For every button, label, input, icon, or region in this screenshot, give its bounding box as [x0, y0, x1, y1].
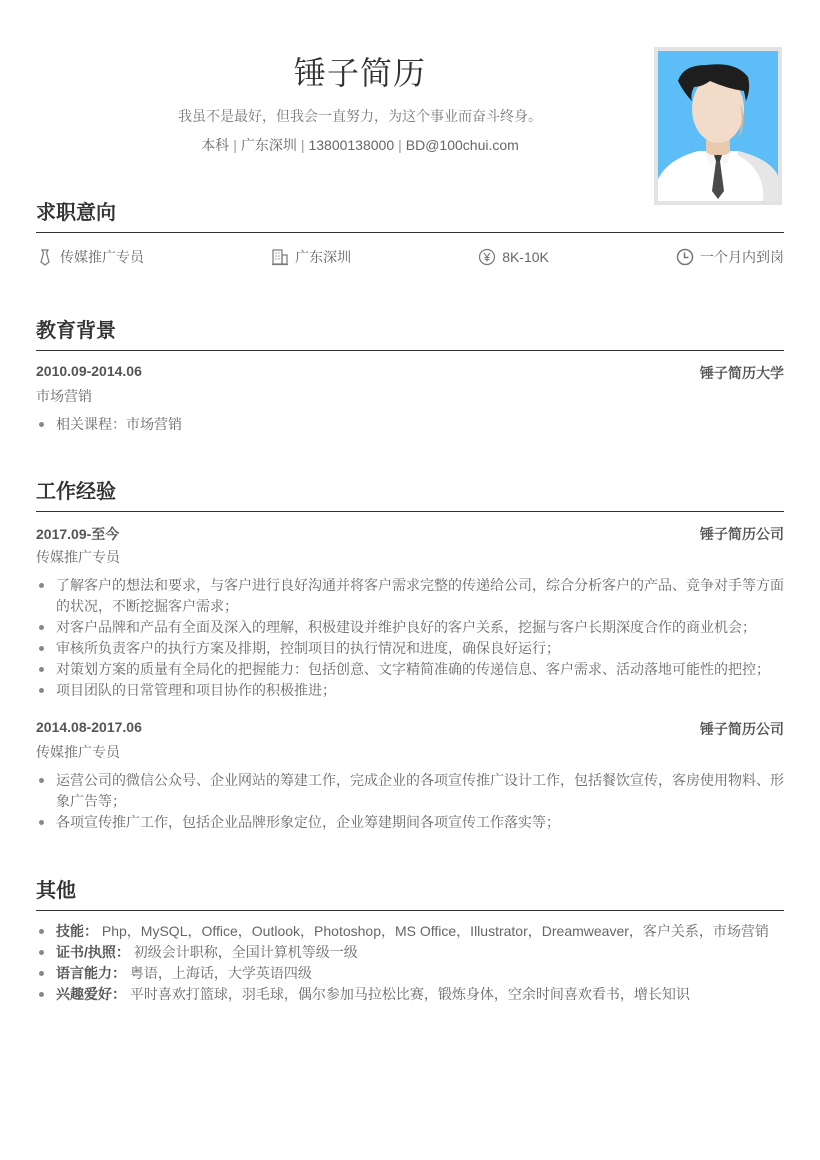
- list-item: [36, 921, 784, 942]
- list-item: 相关课程：市场营销: [36, 414, 784, 435]
- separator: |: [398, 137, 402, 153]
- intent-availability: [676, 247, 784, 267]
- intent-label: 8K-10K: [502, 249, 549, 265]
- intent-label: 一个月内到岗: [699, 249, 784, 265]
- section-job-intent: [36, 196, 784, 267]
- list-item: 审核所负责客户的执行方案及排期，控制项目的执行情况和进度，确保良好运行；: [36, 638, 784, 659]
- bullet-list: [36, 770, 784, 833]
- entry-header: [36, 363, 784, 383]
- education-level: 本科: [201, 137, 230, 153]
- section-work: [36, 475, 784, 833]
- separator: |: [300, 137, 305, 153]
- list-item: [36, 942, 784, 963]
- entry-header: [36, 524, 784, 544]
- item-label: 技能：: [56, 923, 98, 939]
- item-value: 粤语，上海话，大学英语四级: [126, 965, 312, 981]
- list-item: 各项宣传推广工作，包括企业品牌形象定位，企业筹建期间各项宣传工作落实等；: [36, 812, 784, 833]
- list-item: 项目团队的日常管理和项目协作的积极推进；: [36, 680, 784, 701]
- email: BD@100chui.com: [405, 137, 519, 153]
- item-label: 语言能力：: [56, 965, 126, 981]
- entry-org: 锤子简历公司: [700, 721, 784, 737]
- entry-period: 2014.08-2017.06: [36, 719, 142, 735]
- item-value: 初级会计职称，全国计算机等级一级: [129, 944, 358, 960]
- bullet-list: [36, 921, 784, 1005]
- avatar-photo: [654, 47, 782, 205]
- building-icon: [271, 248, 289, 266]
- resume-name: 锤子简历: [293, 55, 426, 91]
- entry-role: 传媒推广专员: [36, 744, 120, 760]
- list-item: 对策划方案的质量有全局化的把握能力：包括创意、文字精简准确的传递信息、客户需求、活动落地可能性的把控；: [36, 659, 784, 680]
- section-title: 教育背景: [36, 314, 784, 351]
- contact-info: [100, 135, 620, 155]
- intent-position: [36, 247, 144, 267]
- list-item: 了解客户的想法和要求，与客户进行良好沟通并将客户需求完整的传递给公司，综合分析客户的产品、竞争对手等方面的状况，不断挖掘客户需求；: [36, 575, 784, 617]
- item-label: 证书/执照：: [56, 944, 130, 960]
- intent-salary: [478, 247, 549, 267]
- clock-icon: [676, 248, 694, 266]
- intent-label: 广东深圳: [295, 249, 352, 265]
- list-item: [36, 963, 784, 984]
- entry-org: 锤子简历公司: [700, 526, 784, 542]
- entry-period: 2017.09-至今: [36, 526, 120, 542]
- section-title: 求职意向: [36, 196, 784, 233]
- entry-header: [36, 719, 784, 739]
- intent-row: [36, 247, 784, 267]
- item-value: Php，MySQL，Office，Outlook，Photoshop，MS Office，Illustrator，Dreamweaver，客户关系，市场营销: [98, 923, 769, 939]
- resume-motto: 我虽不是最好，但我会一直努力，为这个事业而奋斗终身。: [178, 108, 542, 124]
- section-title: 工作经验: [36, 475, 784, 512]
- bullet-list: [36, 575, 784, 701]
- section-education: [36, 314, 784, 435]
- avatar-icon: [658, 51, 778, 201]
- entry-org: 锤子简历大学: [700, 365, 784, 381]
- list-item: 运营公司的微信公众号、企业网站的筹建工作，完成企业的各项宣传推广设计工作，包括餐饮宣传，客房使用物料、形象广告等；: [36, 770, 784, 812]
- section-title: 其他: [36, 874, 784, 911]
- separator: |: [233, 137, 237, 153]
- intent-label: 传媒推广专员: [60, 249, 144, 265]
- bullet-list: [36, 414, 784, 435]
- entry-period: 2010.09-2014.06: [36, 363, 142, 379]
- item-value: 平时喜欢打篮球，羽毛球，偶尔参加马拉松比赛，锻炼身体，空余时间喜欢看书，增长知识: [126, 986, 690, 1002]
- section-other: [36, 874, 784, 1005]
- tie-icon: [36, 248, 54, 266]
- intent-location: [271, 247, 351, 267]
- yen-icon: [478, 248, 496, 266]
- entry-role: 市场营销: [36, 388, 92, 404]
- phone: 13800138000: [308, 137, 395, 153]
- list-item: [36, 984, 784, 1005]
- entry-role: 传媒推广专员: [36, 549, 120, 565]
- item-label: 兴趣爱好：: [56, 986, 126, 1002]
- location: 广东深圳: [240, 137, 297, 153]
- list-item: 对客户品牌和产品有全面及深入的理解，积极建设并维护良好的客户关系，挖掘与客户长期深度合作的商业机会；: [36, 617, 784, 638]
